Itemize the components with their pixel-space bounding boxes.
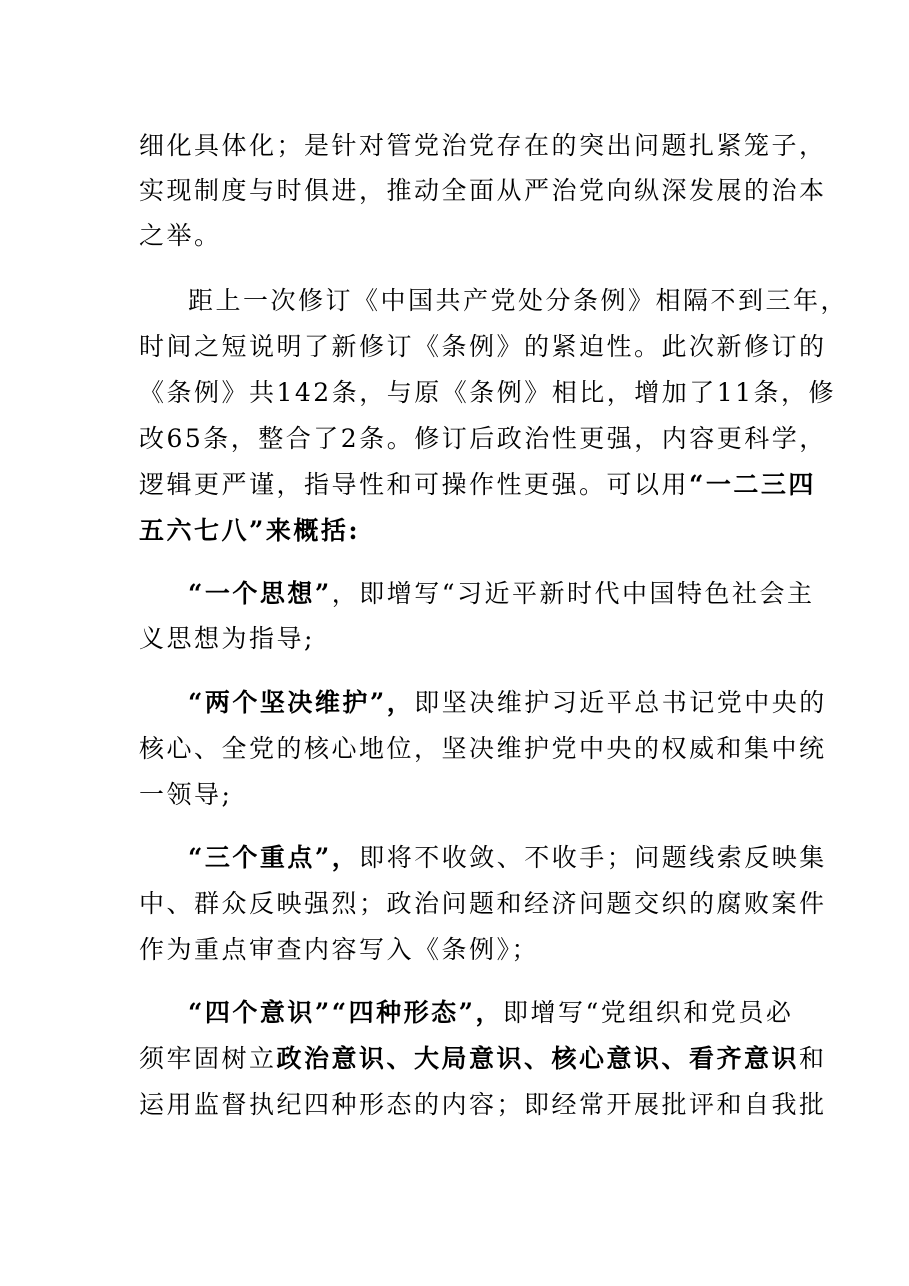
- text-line: 义思想为指导;: [139, 624, 315, 653]
- text-line: 中、群众反映强烈；政治问题和经济问题交织的腐败案件: [139, 889, 827, 918]
- text-run: 即将不收敛、不收手；问题线索反映集: [359, 843, 827, 872]
- text-line: 五六七八”来概括:: [139, 516, 361, 545]
- text-run: 逻辑更严谨，指导性和可操作性更强。可以用: [139, 470, 690, 499]
- bold-run: “三个重点”，: [188, 843, 360, 872]
- bold-run: 政治意识、大局意识、核心意识、看齐意识: [276, 1044, 800, 1073]
- text-run: 和: [799, 1044, 827, 1073]
- text-line: [188, 843, 827, 873]
- text-line: 之举。: [139, 221, 222, 250]
- bold-run: “两个坚决维护”，: [188, 688, 415, 717]
- bold-run: “一个思想”: [188, 579, 332, 608]
- bold-run: “四个意识”“四种形态”，: [188, 998, 504, 1027]
- text-line: 作为重点审查内容写入《条例》；: [139, 935, 540, 964]
- text-run: 须牢固树立: [139, 1044, 277, 1073]
- text-line: [139, 470, 816, 500]
- bold-run: “一二三四: [689, 470, 816, 499]
- text-line: 运用监督执纪四种形态的内容；即经常开展批评和自我批: [139, 1090, 827, 1119]
- text-line: 核心、全党的核心地位，坚决维护党中央的权威和集中统: [139, 734, 827, 763]
- text-line: 一领导;: [139, 780, 233, 809]
- text-line: 《条例》共142条，与原《条例》相比，增加了11条，修: [139, 378, 837, 407]
- text-run: 即增写“党组织和党员必: [503, 998, 794, 1027]
- text-line: 改65条，整合了2条。修订后政治性更强，内容更科学，: [139, 424, 827, 453]
- text-line: [188, 688, 827, 718]
- text-run: 即坚决维护习近平总书记党中央的: [414, 688, 827, 717]
- text-run: ，即增写“习近平新时代中国特色社会主: [331, 579, 815, 608]
- text-line: 细化具体化；是针对管党治党存在的突出问题扎紧笼子，: [139, 131, 827, 160]
- text-line: [188, 998, 794, 1028]
- text-line: [139, 1044, 827, 1074]
- text-line: 实现制度与时俱进，推动全面从严治党向纵深发展的治本: [139, 176, 827, 205]
- text-line: 时间之短说明了新修订《条例》的紧迫性。此次新修订的: [139, 332, 827, 361]
- text-line: 距上一次修订《中国共产党处分条例》相隔不到三年，: [188, 286, 849, 315]
- text-line: [188, 579, 815, 609]
